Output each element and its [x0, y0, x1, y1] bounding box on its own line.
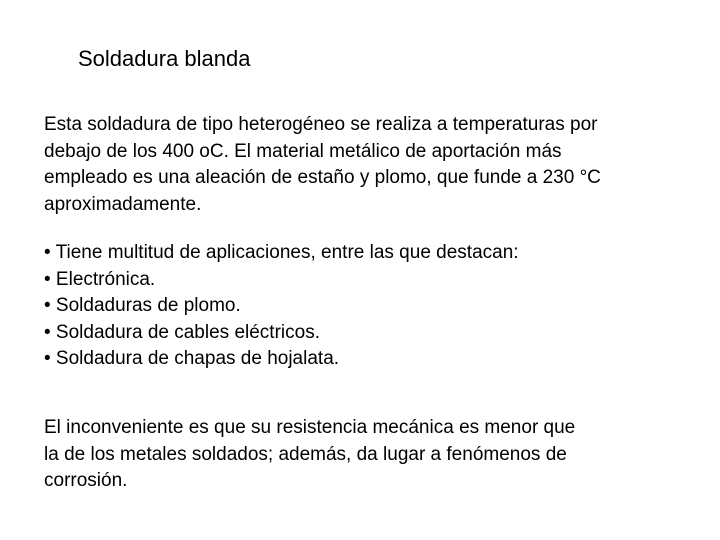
intro-line: debajo de los 400 oC. El material metálico de aportación más: [44, 140, 562, 162]
intro-line: empleado es una aleación de estaño y plomo, que funde a 230 °C: [44, 167, 601, 188]
slide-title: Soldadura blanda: [78, 46, 251, 71]
list-item: • Electrónica.: [44, 268, 156, 290]
intro-paragraph: [44, 112, 601, 218]
closing-line: la de los metales soldados; además, da lugar a fenómenos de: [44, 443, 567, 465]
list-item: • Soldadura de cables eléctricos.: [44, 321, 320, 343]
list-item: • Tiene multitud de aplicaciones, entre las que destacan:: [44, 242, 519, 263]
list-item: • Soldadura de chapas de hojalata.: [44, 348, 340, 369]
closing-line: corrosión.: [44, 470, 128, 491]
intro-line: aproximadamente.: [44, 193, 202, 215]
closing-line: El inconveniente es que su resistencia mecánica es menor que: [44, 417, 576, 438]
intro-line: Esta soldadura de tipo heterogéneo se realiza a temperaturas por: [44, 114, 598, 135]
closing-paragraph: [44, 415, 575, 495]
applications-list: [44, 240, 519, 373]
list-item: • Soldaduras de plomo.: [44, 295, 241, 316]
